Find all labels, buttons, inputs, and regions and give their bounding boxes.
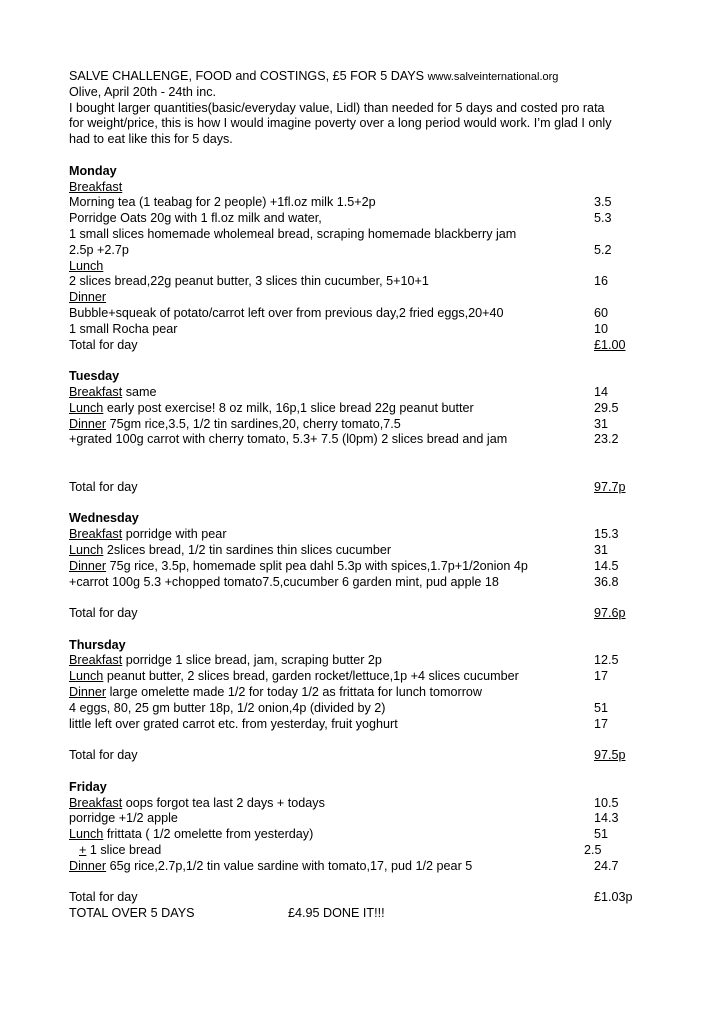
cost-amount: 17 [594,716,609,731]
cost-amount: 36.8 [594,574,619,589]
meal-label-dinner: Dinner [69,290,107,305]
food-item: Porridge Oats 20g with 1 fl.oz milk and water, [69,211,322,226]
food-item: early post exercise! 8 oz milk, 16p,1 slice bread 22g peanut butter [103,400,474,415]
day-heading-monday: Monday [69,163,117,178]
food-row [69,717,669,733]
author-dates: Olive, April 20th - 24th inc. [69,84,216,99]
document-title: SALVE CHALLENGE, FOOD and COSTINGS, £5 FOR 5 DAYS [69,69,425,83]
food-item: +carrot 100g 5.3 +chopped tomato7.5,cucumber 6 garden mint, pud apple 18 [69,574,499,589]
food-item: 2slices bread, 1/2 tin sardines thin slices cucumber [103,542,392,557]
food-item: 75g rice, 3.5p, homemade split pea dahl 5.3p with spices,1.7p+1/2onion 4p [106,558,528,573]
day-total-row [69,748,669,764]
meal-label-dinner: Dinner [69,416,107,431]
plus-sign: + [79,843,87,858]
food-row [69,243,669,259]
food-item: peanut butter, 2 slices bread, garden rocket/lettuce,1p +4 slices cucumber [103,669,519,684]
food-row [69,211,669,227]
total-label: Total for day [69,479,138,494]
food-item: porridge +1/2 apple [69,811,178,826]
cost-amount: 10 [594,321,609,336]
food-item: 1 slice bread [86,843,162,858]
cost-amount: 60 [594,305,609,320]
cost-amount: 29.5 [594,400,619,415]
food-row [69,401,669,417]
day-heading-friday: Friday [69,779,107,794]
total-label: Total for day [69,890,138,905]
food-item: porridge 1 slice bread, jam, scraping butter 2p [122,653,382,668]
food-item: 4 eggs, 80, 25 gm butter 18p, 1/2 onion,4p (divided by 2) [69,700,386,715]
food-row [69,843,669,859]
document-page [69,69,669,922]
food-item: oops forgot tea last 2 days + todays [122,795,325,810]
cost-amount: 14.5 [594,558,619,573]
cost-amount: 31 [594,542,609,557]
grand-total-value: £4.95 DONE IT!!! [288,906,385,921]
cost-amount: 5.3 [594,211,612,226]
food-item: +grated 100g carrot with cherry tomato, 5.3+ 7.5 (l0pm) 2 slices bread and jam [69,432,508,447]
meal-label-breakfast: Breakfast [69,653,123,668]
total-label: Total for day [69,748,138,763]
meal-label-breakfast: Breakfast [69,527,123,542]
food-item: 65g rice,2.7p,1/2 tin value sardine with tomato,17, pud 1/2 pear 5 [106,858,473,873]
cost-amount: 24.7 [594,858,619,873]
intro-line-3: had to eat like this for 5 days. [69,132,233,147]
day-total-row [69,338,669,354]
meal-label-lunch: Lunch [69,542,104,557]
day-total-value: 97.7p [594,479,626,494]
grand-total-label: TOTAL OVER 5 DAYS [69,906,195,921]
food-item: porridge with pear [122,527,227,542]
day-total-row [69,480,669,496]
food-row [69,685,669,701]
food-row [69,559,669,575]
website: www.salveinternational.org [427,71,559,83]
day-total-row [69,606,669,622]
meal-label-lunch: Lunch [69,258,104,273]
meal-label-lunch: Lunch [69,827,104,842]
meal-label-dinner: Dinner [69,558,107,573]
food-row [69,827,669,843]
food-row [69,195,669,211]
food-row [69,543,669,559]
day-heading-tuesday: Tuesday [69,369,120,384]
meal-label-breakfast: Breakfast [69,795,123,810]
food-row [69,575,669,591]
day-total-row [69,890,669,906]
meal-label-dinner: Dinner [69,685,107,700]
cost-amount: 14 [594,384,609,399]
meal-label-lunch: Lunch [69,400,104,415]
grand-total-row [69,906,669,922]
day-heading-thursday: Thursday [69,637,126,652]
food-item: Bubble+squeak of potato/carrot left over from previous day,2 fried eggs,20+40 [69,305,504,320]
intro-line-2: for weight/price, this is how I would imagine poverty over a long period would work. I’m glad I only [69,116,612,131]
food-item: 2.5p +2.7p [69,242,129,257]
day-total-value: £1.03p [594,890,633,905]
cost-amount: 16 [594,274,609,289]
food-row [69,527,669,543]
cost-amount: 3.5 [594,195,612,210]
food-row [69,306,669,322]
cost-amount: 23.2 [594,432,619,447]
cost-amount: 10.5 [594,795,619,810]
food-row [69,796,669,812]
intro-line-1: I bought larger quantities(basic/everyday value, Lidl) than needed for 5 days and costed pro rata [69,100,605,115]
food-item: 1 small Rocha pear [69,321,178,336]
cost-amount: 17 [594,669,609,684]
food-row [69,227,669,243]
cost-amount: 5.2 [594,242,612,257]
food-row [69,385,669,401]
food-row [69,274,669,290]
food-item: 1 small slices homemade wholemeal bread, scraping homemade blackberry jam [69,226,517,241]
food-item: same [122,384,157,399]
cost-amount: 12.5 [594,653,619,668]
cost-amount: 31 [594,416,609,431]
cost-amount: 2.5 [584,843,602,858]
food-item: large omelette made 1/2 for today 1/2 as frittata for lunch tomorrow [106,685,483,700]
cost-amount: 51 [594,827,609,842]
day-heading-wednesday: Wednesday [69,511,139,526]
meal-label-breakfast: Breakfast [69,179,123,194]
title-line [69,69,669,85]
cost-amount: 15.3 [594,527,619,542]
total-label: Total for day [69,606,138,621]
cost-amount: 51 [594,700,609,715]
food-row [69,322,669,338]
food-item: 75gm rice,3.5, 1/2 tin sardines,20, cherry tomato,7.5 [106,416,401,431]
food-item: little left over grated carrot etc. from yesterday, fruit yoghurt [69,716,398,731]
day-total-value: 97.6p [594,606,626,621]
food-row [69,669,669,685]
meal-label-lunch: Lunch [69,669,104,684]
food-row [69,701,669,717]
day-total-value: 97.5p [594,748,626,763]
food-row [69,432,669,448]
cost-amount: 14.3 [594,811,619,826]
food-row [69,417,669,433]
food-item: frittata ( 1/2 omelette from yesterday) [103,827,314,842]
food-row [69,653,669,669]
food-row [69,859,669,875]
day-total-value: £1.00 [594,337,626,352]
total-label: Total for day [69,337,138,352]
meal-label-dinner: Dinner [69,858,107,873]
food-item: 2 slices bread,22g peanut butter, 3 slices thin cucumber, 5+10+1 [69,274,429,289]
meal-label-breakfast: Breakfast [69,384,123,399]
food-row [69,811,669,827]
food-item: Morning tea (1 teabag for 2 people) +1fl.oz milk 1.5+2p [69,195,376,210]
